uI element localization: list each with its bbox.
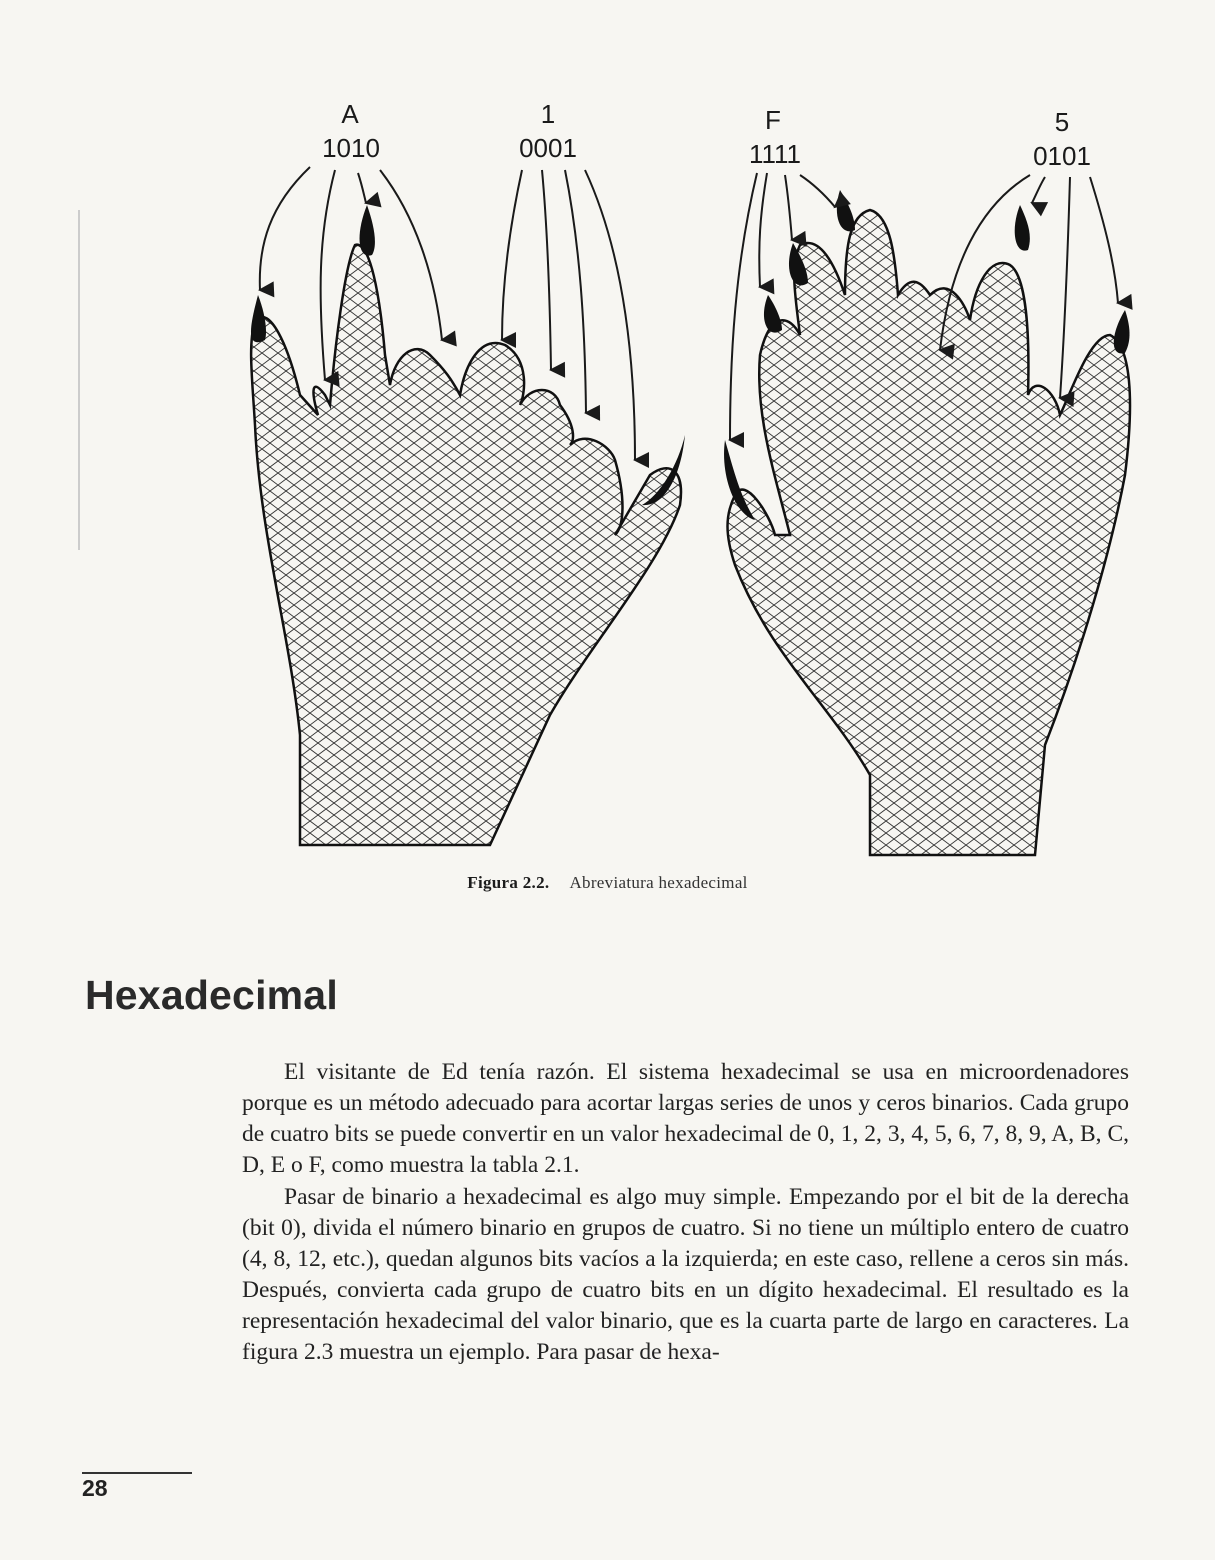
hex-digit-5: 5 [1054, 107, 1070, 137]
footer-rule [82, 1472, 192, 1474]
section-heading: Hexadecimal [85, 972, 338, 1018]
hex-digit-1: 1 [540, 99, 556, 129]
body-text [242, 1057, 1129, 1369]
paragraph-1: El visitante de Ed tenía razón. El sistema hexadecimal se usa en microordenadores porque es un método adecuado para acortar largas series de unos y ceros binarios. Cada grupo de cuatro bits se puede convertir en un valor hexadecimal de 0, 1, 2, 3, 4, 5, 6, 7, 8, 9, A, B, C, D, E o F, como muestra la tabla 2.1. [242, 1059, 1129, 1178]
caption-text: Abreviatura hexadecimal [569, 873, 748, 892]
figure-caption [0, 873, 1215, 893]
right-hand [724, 190, 1130, 855]
caption-label: Figura 2.2. [467, 873, 550, 892]
binary-group-1111: 1111 [748, 139, 802, 169]
hex-digit-f: F [765, 105, 781, 135]
hands-figure [230, 95, 1150, 865]
margin-mark [78, 210, 80, 550]
binary-group-0001: 0001 [519, 133, 577, 163]
left-hand [251, 205, 685, 845]
hex-digit-a: A [341, 99, 359, 129]
binary-group-0101: 0101 [1033, 141, 1091, 171]
binary-group-1010: 1010 [322, 133, 380, 163]
paragraph-2: Pasar de binario a hexadecimal es algo muy simple. Empezando por el bit de la derecha (bit 0), divida el número binario en grupos de cuatro. Si no tiene un múltiplo entero de cuatro (4, 8, 12, etc.), quedan algunos bits vacíos a la izquierda; en este caso, rellene a ceros sin más. Después, convierta cada grupo de cuatro bits en un dígito hexadecimal. El resultado es la representación hexadecimal del valor binario, que es la cuarta parte de largo en caracteres. La figura 2.3 muestra un ejemplo. Para pasar de hexa- [242, 1184, 1129, 1365]
page-number: 28 [82, 1475, 108, 1501]
claw-hands-illustration [230, 95, 1150, 865]
